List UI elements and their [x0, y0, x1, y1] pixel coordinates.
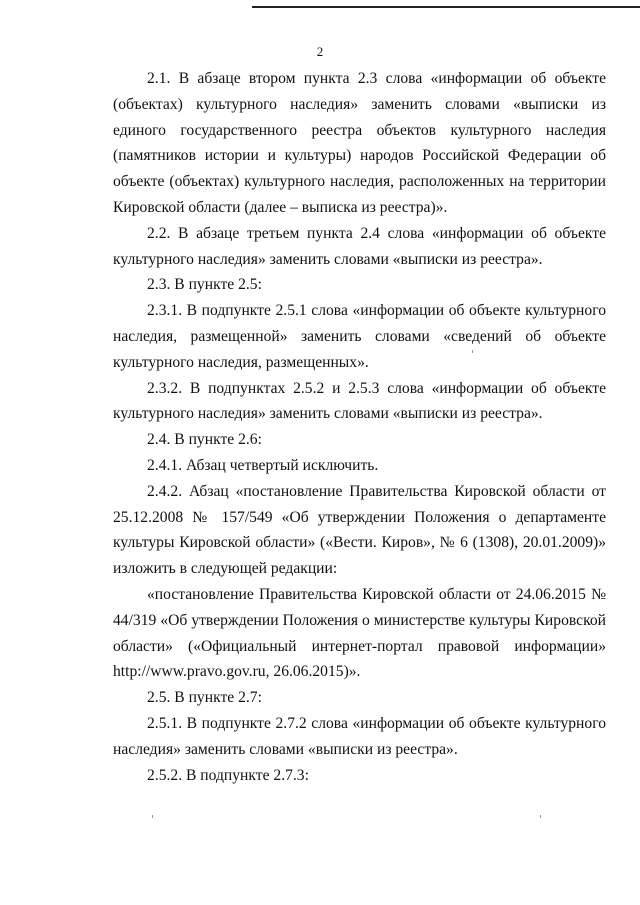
top-rule	[252, 6, 640, 8]
page-number: 2	[316, 44, 324, 59]
paragraph-2-5-2: 2.5.2. В подпункте 2.7.3:	[147, 766, 309, 784]
scan-speck	[540, 815, 541, 818]
paragraph-2-2: 2.2. В абзаце третьем пункта 2.4 слова «информации об объекте культурного наследия» заменить словами «выписки из реестра».	[113, 224, 606, 268]
paragraph-2-4: 2.4. В пункте 2.6:	[147, 431, 262, 449]
scan-speck	[152, 815, 153, 818]
paragraph-2-5: 2.5. В пункте 2.7:	[147, 689, 262, 707]
paragraph-2-4-2: 2.4.2. Абзац «постановление Правительства Кировской области от 25.12.2008 № 157/549 «Об утверждении Положения о департаменте культуры Кировской области» («Вести. Киров», № 6 (1308), 20.01.2009)» изложить в следующей редакции:	[113, 482, 606, 578]
document-body	[113, 66, 606, 788]
paragraph-2-5-1: 2.5.1. В подпункте 2.7.2 слова «информации об объекте культурного наследия» заменить словами «выписки из реестра».	[113, 714, 606, 758]
paragraph-2-4-2-quote: «постановление Правительства Кировской области от 24.06.2015 № 44/319 «Об утверждении Положения о министерстве культуры Кировской области» («Официальный интернет-портал правовой информации» http://www.pravo.gov.ru, 26.06.2015)».	[113, 585, 606, 681]
paragraph-2-4-1: 2.4.1. Абзац четвертый исключить.	[147, 456, 379, 474]
paragraph-2-3-1: 2.3.1. В подпункте 2.5.1 слова «информации об объекте культурного наследия, размещенной» заменить словами «сведений об объекте культурного наследия, размещенных».	[113, 302, 606, 371]
scan-speck	[472, 350, 473, 353]
paragraph-2-1: 2.1. В абзаце втором пункта 2.3 слова «информации об объекте (объектах) культурного наследия» заменить словами «выписки из единого государственного реестра объектов культурного наследия (памятников истории и культуры) народов Российской Федерации об объекте (объектах) культурного наследия, расположенных на территории Кировской области (далее – выписка из реестра)».	[113, 70, 606, 216]
paragraph-2-3-2: 2.3.2. В подпунктах 2.5.2 и 2.5.3 слова «информации об объекте культурного наследия» заменить словами «выписки из реестра».	[113, 379, 606, 423]
paragraph-2-3: 2.3. В пункте 2.5:	[147, 276, 262, 294]
